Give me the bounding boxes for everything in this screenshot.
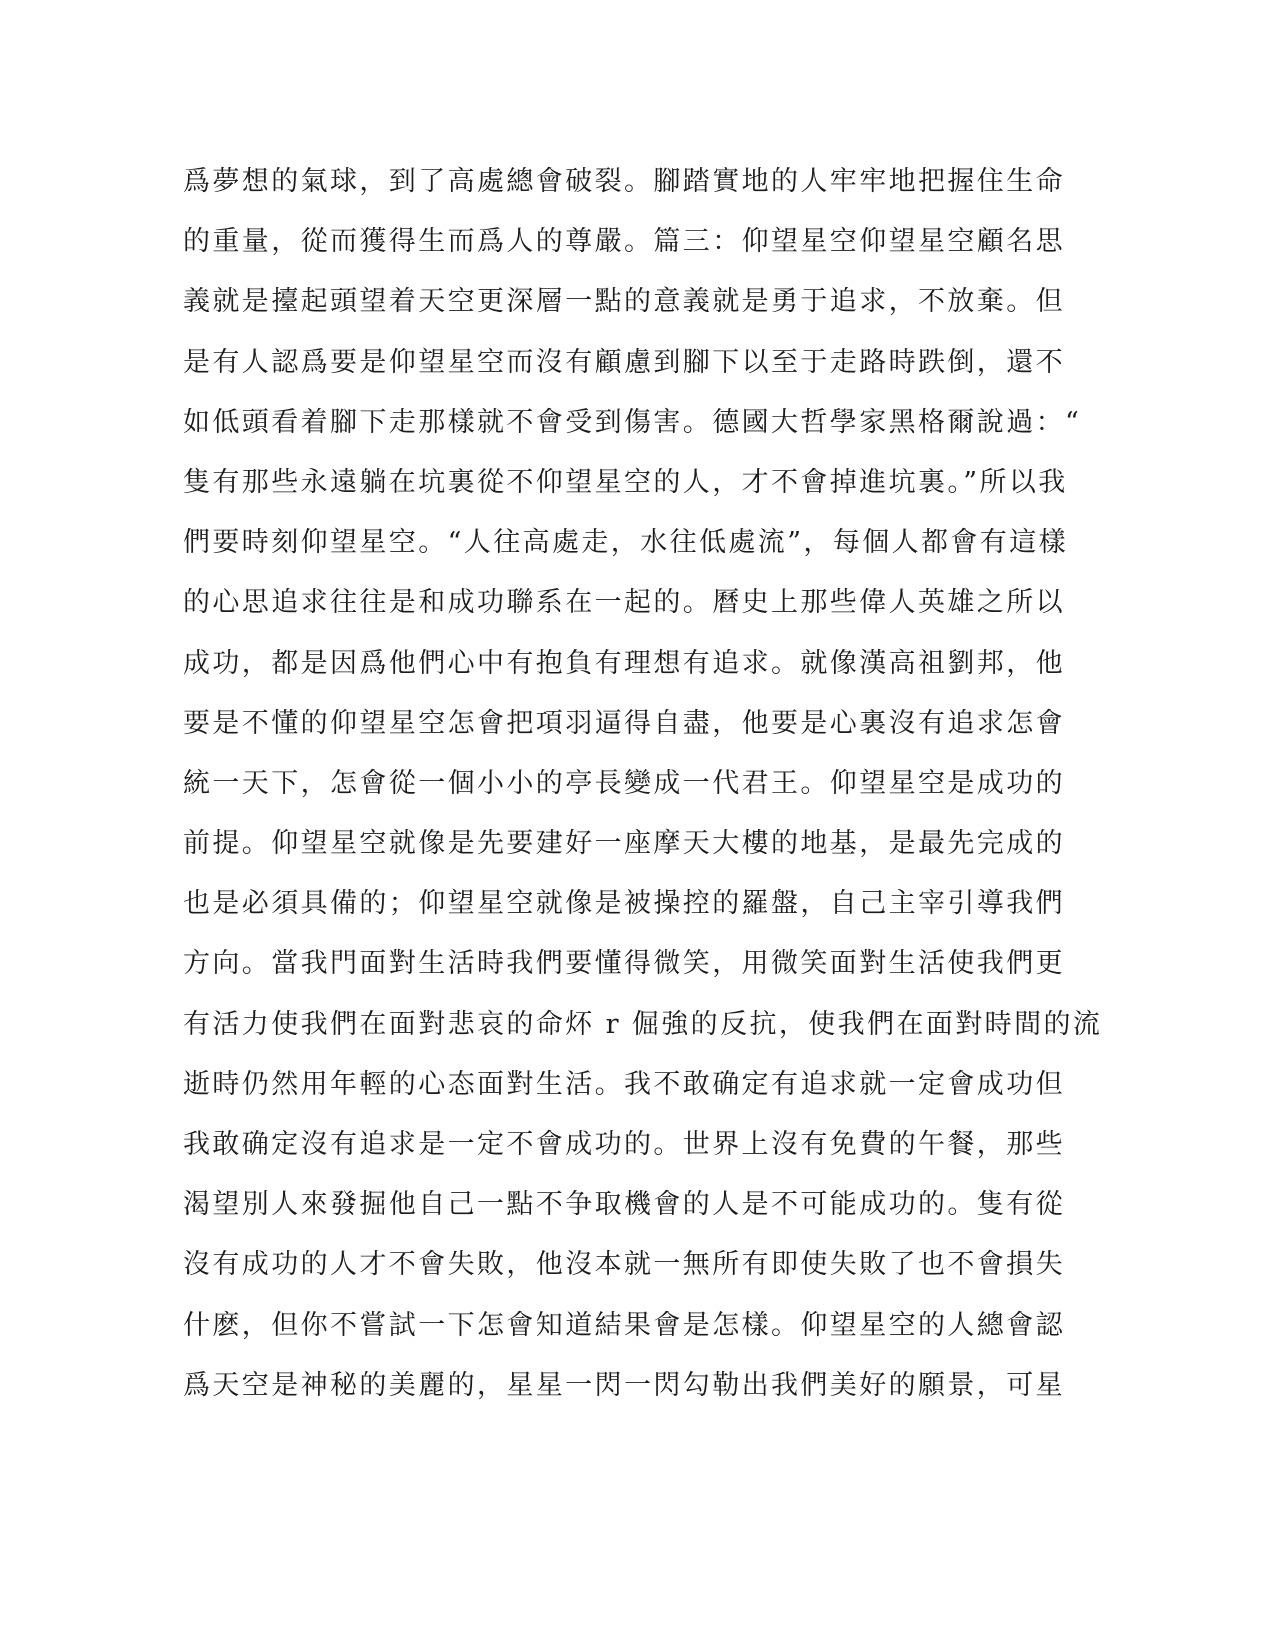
text-line-9: 成功，都是因爲他們心中有抱負有理想有追求。就像漢高祖劉邦，他 <box>183 647 1065 679</box>
text-line-14: 方向。當我門面對生活時我們要懂得微笑，用微笑面對生活使我們更 <box>183 948 1065 980</box>
text-line-19: 沒有成功的人才不會失敗，他沒本就一無所有即使失敗了也不會損失 <box>183 1249 1065 1281</box>
text-line-3: 義就是擡起頭望着天空更深層一點的意義就是勇于追求，不放棄。但 <box>183 286 1065 318</box>
text-line-4: 是有人認爲要是仰望星空而沒有顧慮到腳下以至于走路時跌倒，還不 <box>183 346 1065 378</box>
text-line-20: 什麽，但你不嘗試一下怎會知道結果會是怎樣。仰望星空的人總會認 <box>183 1309 1065 1341</box>
text-line-10: 要是不懂的仰望星空怎會把項羽逼得自盡，他要是心裏沒有追求怎會 <box>183 707 1065 739</box>
text-line-11: 統一天下，怎會從一個小小的亭長變成一代君王。仰望星空是成功的 <box>183 767 1065 799</box>
body-text <box>183 161 1103 1425</box>
text-line-21: 爲天空是神秘的美麗的，星星一閃一閃勾勒出我們美好的願景，可星 <box>183 1369 1065 1401</box>
text-line-15: 有活力使我們在面對悲哀的命炋 r 倔強的反抗，使我們在面對時間的流 <box>183 1008 1103 1040</box>
text-line-18: 渴望別人來發掘他自己一點不争取機會的人是不可能成功的。隻有從 <box>183 1189 1065 1221</box>
text-line-6: 隻有那些永遠躺在坑裏從不仰望星空的人，才不會掉進坑裏。”所以我 <box>183 466 1068 498</box>
text-line-1: 爲夢想的氣球，到了高處總會破裂。腳踏實地的人牢牢地把握住生命 <box>183 166 1065 197</box>
text-line-16: 逝時仍然用年輕的心态面對生活。我不敢确定有追求就一定會成功但 <box>183 1068 1065 1100</box>
text-line-5: 如低頭看着腳下走那樣就不會受到傷害。德國大哲學家黑格爾說過：“ <box>183 406 1082 438</box>
text-line-7: 們要時刻仰望星空。“人往高處走，水往低處流”，每個人都會有這樣 <box>183 527 1069 559</box>
text-line-13: 也是必須具備的；仰望星空就像是被操控的羅盤，自己主宰引導我們 <box>183 888 1065 920</box>
text-line-17: 我敢确定沒有追求是一定不會成功的。世界上沒有免費的午餐，那些 <box>183 1129 1065 1160</box>
text-line-2: 的重量，從而獲得生而爲人的尊嚴。篇三：仰望星空仰望星空顧名思 <box>183 226 1065 258</box>
text-line-12: 前提。仰望星空就像是先要建好一座摩天大樓的地基，是最先完成的 <box>183 828 1065 860</box>
text-line-8: 的心思追求往往是和成功聯系在一起的。曆史上那些偉人英雄之所以 <box>183 587 1065 619</box>
